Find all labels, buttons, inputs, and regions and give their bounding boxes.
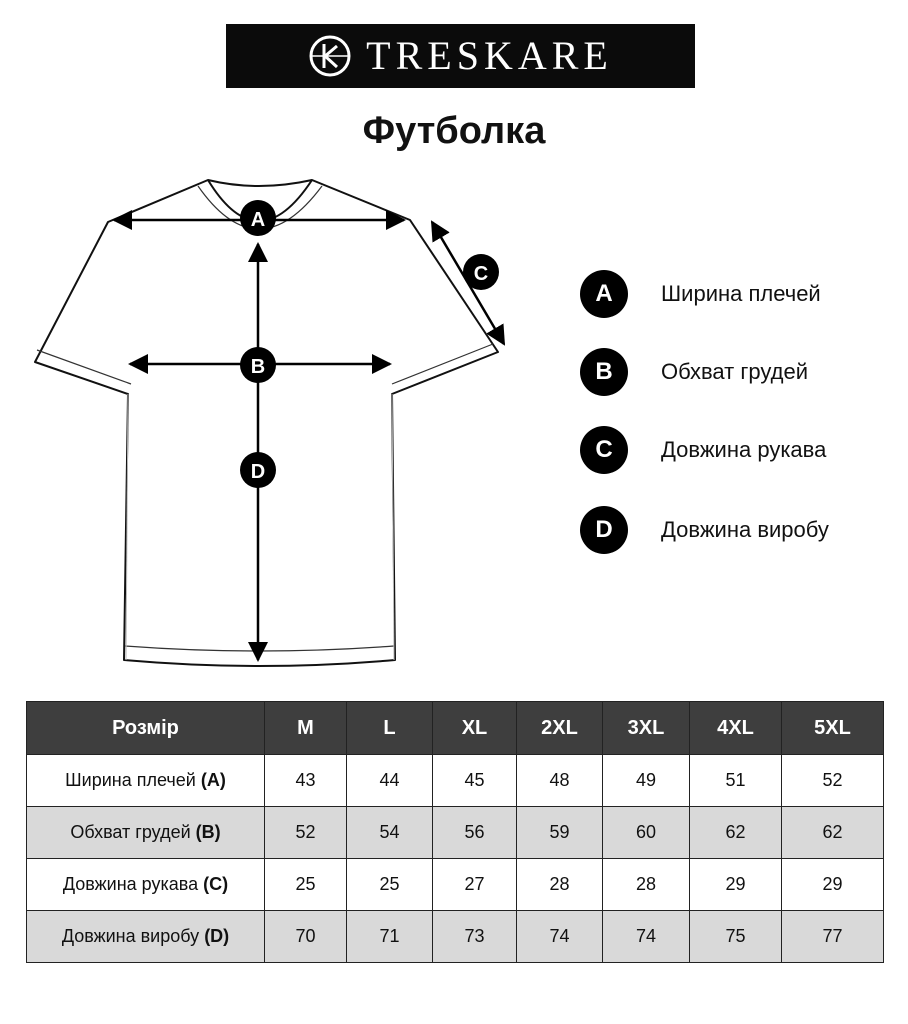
table-cell: 44: [347, 755, 433, 807]
table-cell: 45: [433, 755, 517, 807]
table-cell: 28: [517, 859, 603, 911]
svg-text:B: B: [250, 356, 266, 378]
table-cell: 51: [690, 755, 782, 807]
table-cell: 28: [603, 859, 690, 911]
table-cell: 54: [347, 807, 433, 859]
table-cell: 71: [347, 911, 433, 963]
marker-b: [240, 347, 276, 383]
table-cell: 60: [603, 807, 690, 859]
table-cell: 59: [517, 807, 603, 859]
header-size-label: Розмір: [27, 702, 265, 755]
legend-badge-c: C: [580, 426, 628, 474]
table-cell: 49: [603, 755, 690, 807]
table-cell: 25: [347, 859, 433, 911]
legend-badge-a: A: [580, 270, 628, 318]
size-table: [26, 701, 884, 963]
marker-c: [463, 254, 499, 290]
table-cell: 27: [433, 859, 517, 911]
table-cell: 56: [433, 807, 517, 859]
legend-text-b: Обхват грудей: [661, 359, 809, 384]
table-cell: 73: [433, 911, 517, 963]
legend-badge-b: B: [580, 348, 628, 396]
row-label: Ширина плечей (A): [27, 755, 265, 807]
header-size: 4XL: [690, 702, 782, 755]
table-cell: 29: [690, 859, 782, 911]
row-label: Довжина виробу (D): [27, 911, 265, 963]
legend-item-a: [580, 270, 821, 318]
table-cell: 74: [517, 911, 603, 963]
table-cell: 52: [265, 807, 347, 859]
row-label: Обхват грудей (B): [27, 807, 265, 859]
table-cell: 25: [265, 859, 347, 911]
tshirt-outline: [35, 180, 498, 666]
table-cell: 62: [690, 807, 782, 859]
legend-text-a: Ширина плечей: [661, 281, 821, 306]
header-size: L: [347, 702, 433, 755]
table-cell: 62: [782, 807, 884, 859]
table-cell: 70: [265, 911, 347, 963]
table-cell: 48: [517, 755, 603, 807]
legend-item-b: [580, 348, 808, 396]
header-size: 3XL: [603, 702, 690, 755]
table-row: [27, 807, 884, 859]
marker-a: [240, 200, 276, 236]
legend-text-c: Довжина рукава: [661, 437, 827, 462]
table-cell: 74: [603, 911, 690, 963]
svg-text:A: A: [250, 209, 266, 231]
svg-text:C: C: [473, 263, 489, 285]
row-label: Довжина рукава (C): [27, 859, 265, 911]
marker-d: [240, 452, 276, 488]
table-row: [27, 911, 884, 963]
table-cell: 43: [265, 755, 347, 807]
table-row: [27, 755, 884, 807]
svg-text:D: D: [250, 461, 266, 483]
page-title: Футболка: [362, 110, 546, 152]
legend-badge-d: D: [580, 506, 628, 554]
header-size: XL: [433, 702, 517, 755]
legend-text-d: Довжина виробу: [661, 517, 829, 542]
table-cell: 29: [782, 859, 884, 911]
header-size: 5XL: [782, 702, 884, 755]
header-size: M: [265, 702, 347, 755]
table-cell: 77: [782, 911, 884, 963]
header-size: 2XL: [517, 702, 603, 755]
legend-item-d: [580, 506, 829, 554]
table-cell: 52: [782, 755, 884, 807]
brand-name: TRESKARE: [366, 33, 613, 78]
legend-item-c: [580, 426, 826, 474]
tshirt-diagram: [0, 0, 540, 690]
table-cell: 75: [690, 911, 782, 963]
table-row: [27, 859, 884, 911]
table-header-row: [27, 702, 884, 755]
